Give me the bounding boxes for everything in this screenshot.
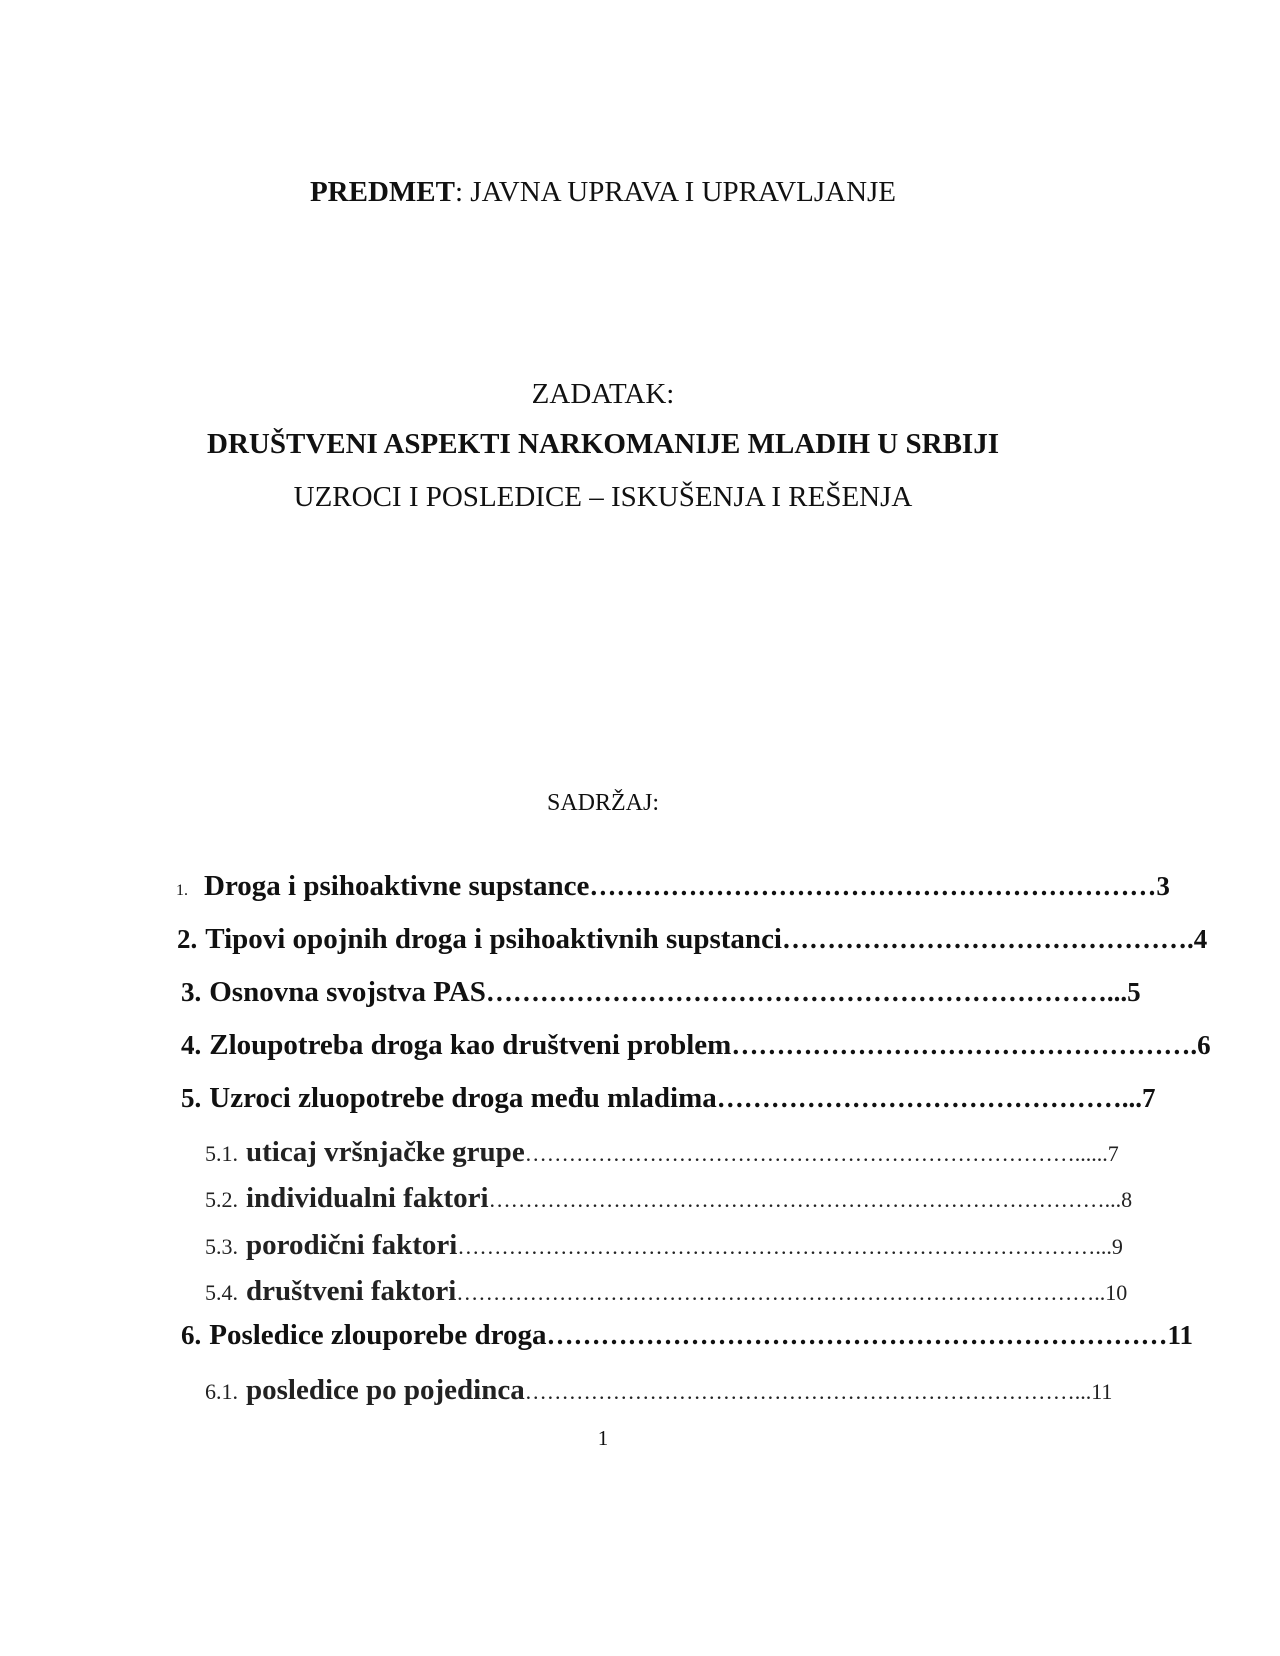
toc-entry-page: 5 — [1127, 977, 1141, 1007]
toc-entry-page: 9 — [1111, 1234, 1123, 1259]
toc-entry-leader: …………………………………………………………………………... — [488, 1187, 1122, 1212]
subject-line — [0, 176, 1206, 209]
toc-entry-num: 1. — [176, 882, 188, 899]
toc-entry-page: 11 — [1091, 1379, 1113, 1404]
subject-separator: : — [454, 176, 471, 208]
toc-entry[interactable] — [181, 1029, 1211, 1065]
toc-entry[interactable] — [176, 870, 1170, 906]
toc-entry-title: društveni faktori — [246, 1275, 457, 1307]
toc-entry-leader: …………………………………………………………………...... — [524, 1141, 1108, 1166]
subject-label: PREDMET — [309, 176, 455, 208]
toc-entry[interactable] — [205, 1182, 1133, 1214]
toc-entry[interactable] — [205, 1374, 1113, 1406]
toc-entry-num: 4. — [181, 1030, 202, 1060]
toc-entry-leader: ……………………………………………………………………………... — [457, 1234, 1112, 1259]
toc-entry-leader: …………………………………………………………………………….. — [456, 1280, 1106, 1305]
toc-entry-title: Posledice zlouporebe droga — [209, 1319, 547, 1351]
document-subtitle: UZROCI I POSLEDICE – ISKUŠENJA I REŠENJA — [293, 481, 913, 513]
toc-entry-num: 5.3. — [205, 1234, 238, 1259]
task-label: ZADATAK: — [531, 378, 675, 410]
toc-entry-title: uticaj vršnjačke grupe — [246, 1136, 525, 1168]
toc-entry-leader: ………………………………………... — [716, 1083, 1142, 1113]
toc-entry-page: 7 — [1141, 1083, 1156, 1113]
toc-entry[interactable] — [205, 1275, 1128, 1307]
toc-entry-num: 5. — [181, 1083, 202, 1113]
toc-entry-leader: …………………………………………………………………... — [524, 1379, 1092, 1404]
toc-entry-title: posledice po pojedinca — [246, 1374, 525, 1406]
toc-entry[interactable] — [205, 1229, 1123, 1261]
toc-entry-page: 8 — [1121, 1187, 1133, 1212]
toc-entry[interactable] — [181, 976, 1141, 1012]
toc-entry-num: 3. — [181, 977, 202, 1007]
toc-entry-title: Uzroci zluopotrebe droga među mladima — [209, 1082, 717, 1114]
toc-entry-title: porodični faktori — [246, 1229, 458, 1261]
toc-entry-page: 4 — [1193, 924, 1208, 954]
toc-entry-title: individualni faktori — [246, 1182, 489, 1214]
toc-entry[interactable] — [177, 923, 1208, 959]
toc-entry-num: 5.2. — [205, 1187, 238, 1212]
toc-entry-num: 5.4. — [205, 1280, 238, 1305]
subject-value: JAVNA UPRAVA I UPRAVLJANJE — [470, 176, 897, 208]
toc-entry[interactable] — [205, 1136, 1119, 1168]
toc-entry-title: Zloupotreba droga kao društveni problem — [209, 1029, 732, 1061]
toc-entry-page: 7 — [1107, 1141, 1119, 1166]
page-number: 1 — [597, 1426, 609, 1450]
toc-entry-leader: ……………………………………………………… — [589, 871, 1157, 901]
toc-entry-leader: ……………………………………………………………... — [485, 977, 1128, 1007]
document-title: DRUŠTVENI ASPEKTI NARKOMANIJE MLADIH U SRBIJI — [207, 428, 999, 460]
toc-entry-num: 6. — [181, 1320, 202, 1350]
toc-entry-title: Osnovna svojstva PAS — [209, 976, 486, 1008]
toc-entry-leader: …………………………………………………………… — [546, 1320, 1168, 1350]
toc-entry-page: 10 — [1105, 1280, 1128, 1305]
toc-entry-title: Tipovi opojnih droga i psihoaktivnih supstanci — [205, 923, 782, 955]
toc-entry-title: Droga i psihoaktivne supstance — [204, 870, 590, 902]
toc-entry-num: 6.1. — [205, 1379, 238, 1404]
toc-entry[interactable] — [181, 1082, 1156, 1118]
toc-entry-num: 2. — [177, 924, 198, 954]
toc-entry-page: 11 — [1167, 1320, 1194, 1350]
toc-entry-num: 5.1. — [205, 1141, 238, 1166]
toc-heading: SADRŽAJ: — [546, 790, 660, 816]
toc-entry-leader: ……………………………………………. — [731, 1030, 1198, 1060]
toc-entry-page: 3 — [1156, 871, 1170, 901]
toc-entry-page: 6 — [1197, 1030, 1211, 1060]
toc-entry[interactable] — [181, 1319, 1194, 1355]
toc-entry-leader: ………………………………………. — [782, 924, 1194, 954]
